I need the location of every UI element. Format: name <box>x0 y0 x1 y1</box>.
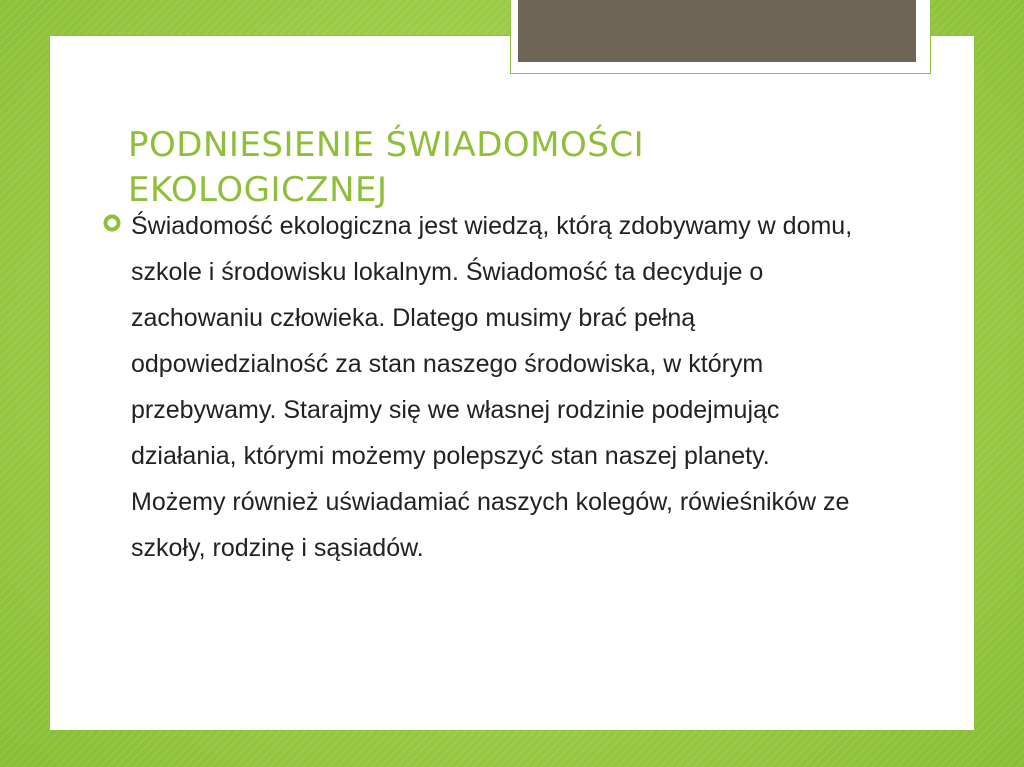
slide-title: PODNIESIENIE ŚWIADOMOŚCI EKOLOGICZNEJ <box>128 125 645 210</box>
ring-bullet-icon <box>102 213 122 233</box>
bullet-list <box>102 203 862 571</box>
accent-block <box>518 0 916 62</box>
bullet-text: Świadomość ekologiczna jest wiedzą, którą zdobywamy w domu, szkole i środowisku lokalnym. Świadomość ta decyduje o zachowaniu człowieka. Dlatego musimy brać pełną odpowiedzialność za stan naszego środowiska, w którym przebywamy. Starajmy się we własnej rodzinie podejmując działania, którymi możemy polepszyć stan naszej planety. Możemy również uświadamiać naszych kolegów, rówieśników ze szkoły, rodzinę i sąsiadów. <box>131 212 853 562</box>
